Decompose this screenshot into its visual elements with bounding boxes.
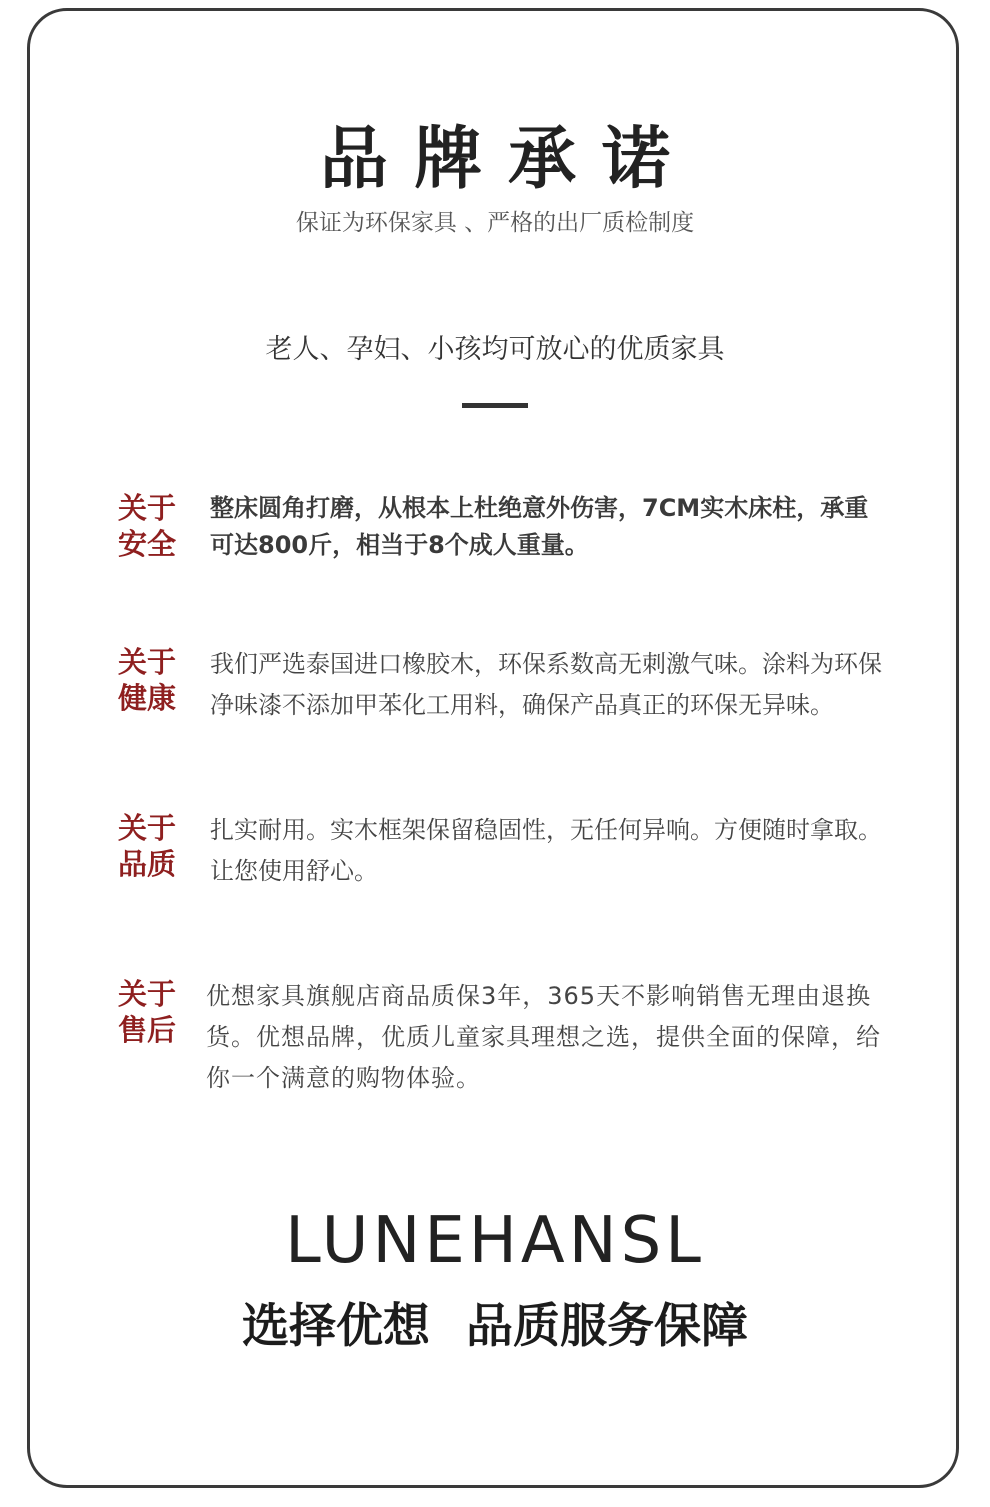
label-line: 售后 (118, 1013, 177, 1047)
section-label (118, 644, 186, 716)
page-title: 品牌承诺 (319, 120, 696, 199)
section-label (118, 976, 186, 1048)
label-line: 关于 (118, 811, 177, 845)
section-text: 我们严选泰国进口橡胶木，环保系数高无刺激气味。涂料为环保净味漆不添加甲苯化工用料，确保产品真正的环保无异味。 (210, 650, 882, 719)
divider-line (462, 403, 528, 408)
section-text: 整床圆角打磨，从根本上杜绝意外伤害，7CM实木床柱，承重可达800斤，相当于8个成人重量。 (210, 494, 869, 559)
section-label (118, 810, 186, 882)
section-label (118, 490, 186, 562)
label-line: 品质 (118, 847, 177, 881)
slogan (0, 1296, 990, 1358)
brand-logo-text: LUNEHANSL (285, 1204, 705, 1278)
section-text: 优想家具旗舰店商品质保3年，365天不影响销售无理由退换货。优想品牌，优质儿童家具理想之选，提供全面的保障，给你一个满意的购物体验。 (206, 982, 881, 1092)
tagline: 老人、孕妇、小孩均可放心的优质家具 (265, 334, 725, 365)
slogan-part: 选择优想 (242, 1299, 430, 1354)
label-line: 关于 (118, 645, 177, 679)
label-line: 安全 (118, 527, 177, 561)
label-line: 关于 (118, 977, 177, 1011)
slogan-part: 品质服务保障 (466, 1299, 748, 1354)
section-text: 扎实耐用。实木框架保留稳固性，无任何异响。方便随时拿取。让您使用舒心。 (210, 816, 882, 885)
label-line: 健康 (118, 681, 177, 715)
label-line: 关于 (118, 491, 177, 525)
page-subtitle: 保证为环保家具 、严格的出厂质检制度 (295, 210, 695, 236)
